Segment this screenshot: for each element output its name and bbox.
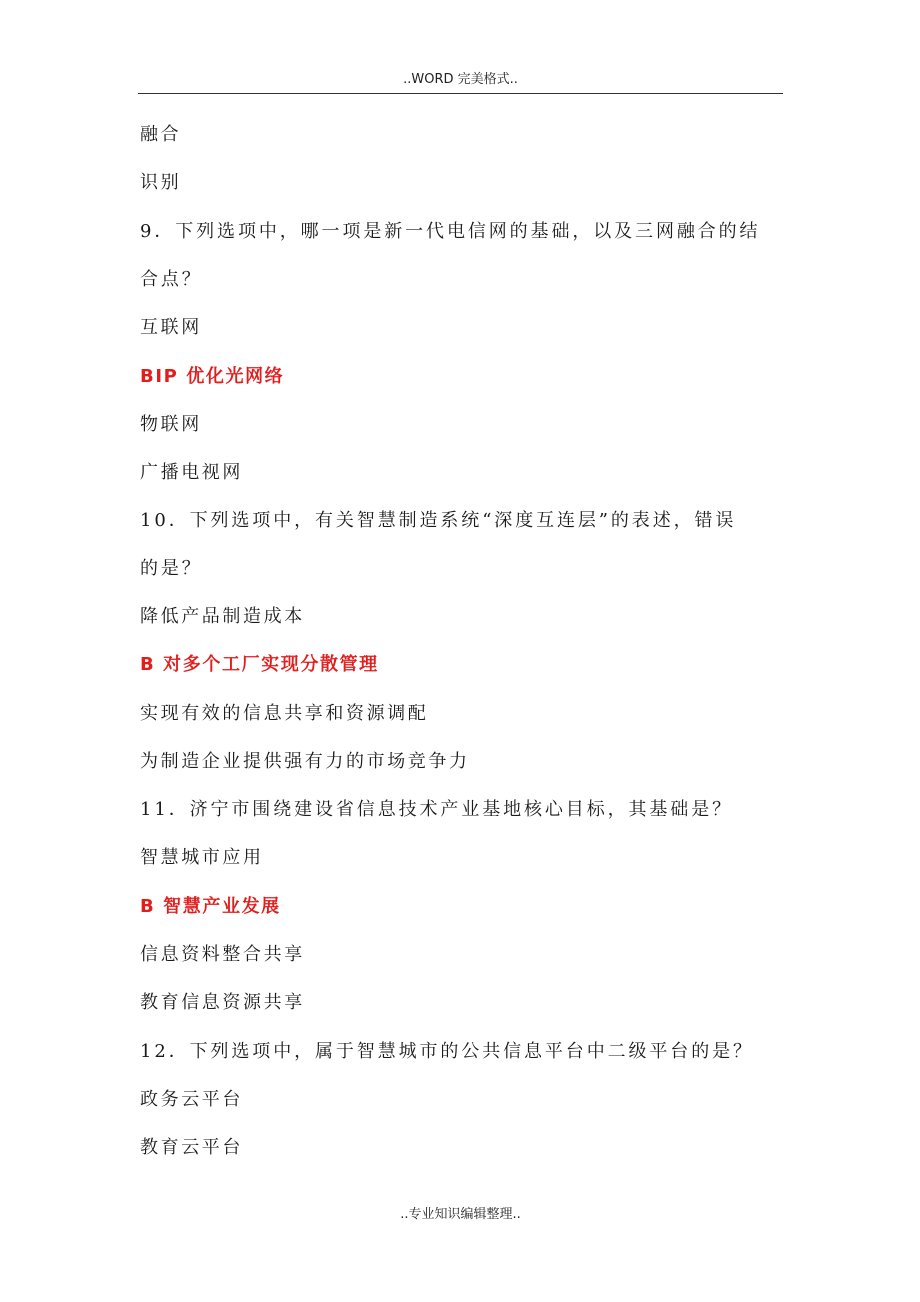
answer-text: BIP 优化光网络 [140,366,285,387]
question-12-text: 12．下列选项中，属于智慧城市的公共信息平台中二级平台的是？ [140,1041,754,1062]
option-text: 信息资料整合共享 [140,944,305,965]
question-9-text-cont: 合点？ [140,269,203,290]
option-text: 实现有效的信息共享和资源调配 [140,703,429,724]
option-text: 政务云平台 [140,1089,243,1110]
option-text: 教育云平台 [140,1137,243,1158]
answer-text: B 对多个工厂实现分散管理 [140,654,379,675]
option-text: 互联网 [140,317,202,338]
option-text: 识别 [140,172,182,193]
option-text: 降低产品制造成本 [140,606,305,627]
option-text: 教育信息资源共享 [140,992,305,1013]
option-text: 融合 [140,124,182,145]
option-text: 广播电视网 [140,462,243,483]
question-10-text-cont: 的是？ [140,558,203,579]
option-text: 物联网 [140,414,202,435]
question-9-text: 9．下列选项中，哪一项是新一代电信网的基础，以及三网融合的结 [140,221,761,242]
option-text: 智慧城市应用 [140,847,264,868]
question-11-text: 11．济宁市围绕建设省信息技术产业基地核心目标，其基础是？ [140,799,734,820]
page-header: ..WORD 完美格式.. [138,70,783,94]
option-text: 为制造企业提供强有力的市场竞争力 [140,751,470,772]
answer-text: B 智慧产业发展 [140,896,281,917]
question-10-text: 10．下列选项中，有关智慧制造系统“深度互连层”的表述，错误 [140,510,737,531]
page-footer: ..专业知识编辑整理.. [400,1207,521,1222]
